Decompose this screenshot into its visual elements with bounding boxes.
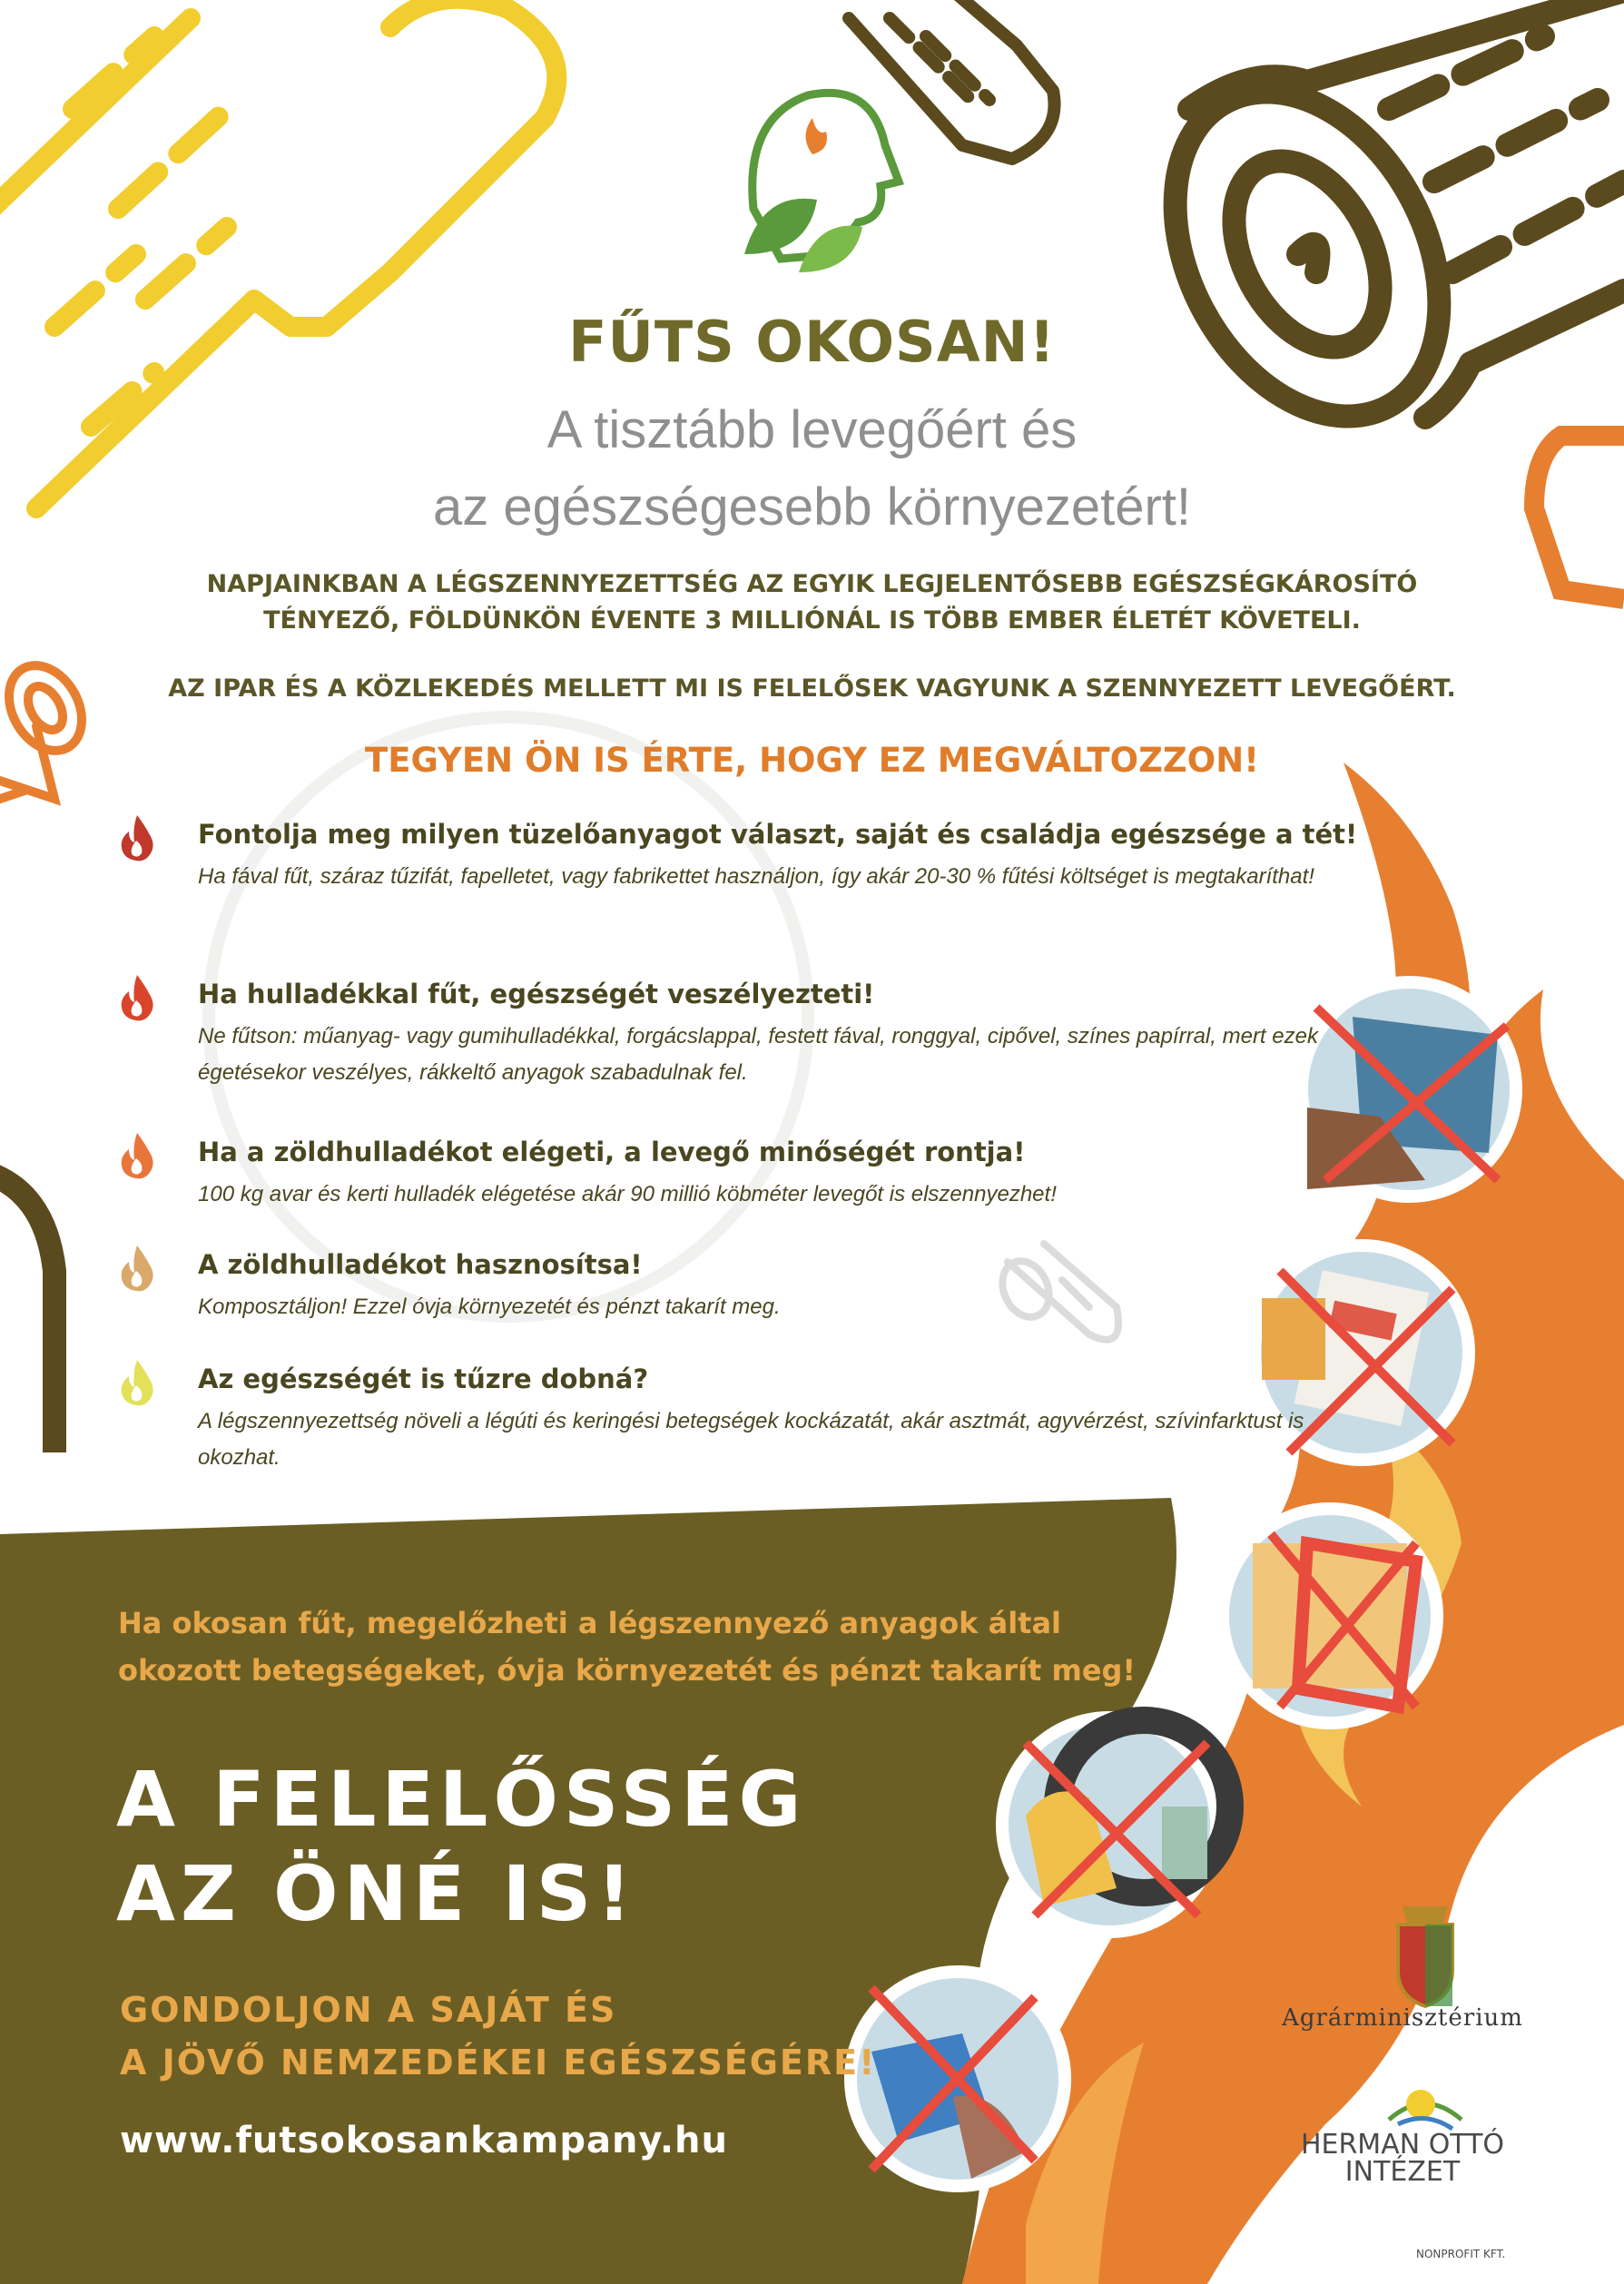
flame-icon (116, 1358, 158, 1407)
tip-heading: Ha a zöldhulladékot elégeti, a levegő minőségét rontja! (198, 1137, 1026, 1167)
flame-icon (116, 813, 158, 862)
flame-icon (116, 1244, 158, 1293)
head-logo-icon (744, 93, 899, 272)
big-log-icon (1122, 0, 1624, 462)
flame-icon (116, 1131, 158, 1180)
bottom-lead (118, 1600, 1225, 1694)
headline-line-1: A FELELŐSSÉG (116, 1755, 807, 1844)
bottom-lead-line-1: Ha okosan fűt, megelőzheti a légszennyező anyagok által (118, 1606, 1062, 1640)
intro-line-2: TÉNYEZŐ, FÖLDÜNKÖN ÉVENTE 3 MILLIÓNÁL IS TÖBB EMBER ÉLETÉT KÖVETELI. (263, 606, 1361, 635)
ministry-label: Agrárminisztérium (1282, 2004, 1523, 2032)
bottom-lead-line-2: okozott betegségeket, óvja környezetét és pénzt takarít meg! (118, 1653, 1137, 1688)
institute-line-1: HERMAN OTTÓ (1300, 2129, 1505, 2161)
cloth-crossed-icon (851, 1972, 1065, 2186)
tip-heading: Az egészségét is tűzre dobná? (198, 1364, 649, 1394)
website-link[interactable]: www.futsokosankampany.hu (120, 2120, 728, 2161)
tip-body: 100 kg avar és kerti hulladék elégetése akár 90 millió köbméter levegőt is elszennyezhet! (198, 1182, 1057, 1206)
tip-body: Ne fűtson: műanyag- vagy gumihulladékkal, forgácslappal, festett fával, ronggyal, cipővel, színes papírral, mert ezek égetésekor veszélyes, rákkeltő anyagok szabadulnak fel. (198, 1024, 1318, 1085)
future-generations-text (120, 1984, 876, 2089)
institute-logo-text (1289, 2131, 1516, 2186)
olive-curve (0, 1171, 54, 1452)
gold-line-2: A JÖVŐ NEMZEDÉKEI EGÉSZSÉGÉRE! (120, 2043, 877, 2082)
tip-body: Ha fával fűt, száraz tűzifát, fapelletet, vagy fabrikettet használjon, így akár 20-30 % fűtési költséget is megtakaríthat! (198, 864, 1314, 889)
tip-heading: Fontolja meg milyen tüzelőanyagot választ, saját és családja egészsége a tét! (198, 819, 1358, 850)
call-to-action: TEGYEN ÖN IS ÉRTE, HOGY EZ MEGVÁLTOZZON! (364, 741, 1260, 780)
intro-line-1: NAPJAINKBAN A LÉGSZENNYEZETTSÉG AZ EGYIK LEGJELENTŐSEBB EGÉSZSÉGKÁROSÍTÓ (206, 570, 1418, 598)
tip-heading: Ha hulladékkal fűt, egészségét veszélyezteti! (198, 979, 875, 1009)
tip-body: A légszennyezettség növeli a légúti és keringési betegségek kockázatát, akár asztmát, agyvérzést, szívinfarktust is okozhat. (198, 1409, 1304, 1470)
subtitle-line-2: az egészségesebb környezetért! (432, 477, 1192, 537)
subtitle-line-1: A tisztább levegőért és (546, 400, 1078, 459)
responsibility-headline (116, 1752, 806, 1941)
institute-suffix: NONPROFIT KFT. (1416, 2248, 1506, 2260)
institute-line-2: INTÉZET (1344, 2156, 1461, 2188)
headline-line-2: AZ ÖNÉ IS! (116, 1849, 637, 1938)
tip-body: Komposztáljon! Ezzel óvja környezetét és pénzt takarít meg. (198, 1295, 781, 1319)
wood-crossed-icon (1223, 1509, 1437, 1723)
page-title: FŰTS OKOSAN! (568, 309, 1056, 375)
gold-line-1: GONDOLJON A SAJÁT ÉS (120, 1990, 617, 2030)
intro-line-3: AZ IPAR ÉS A KÖZLEKEDÉS MELLETT MI IS FELELŐSEK VAGYUNK A SZENNYEZETT LEVEGŐÉRT. (168, 674, 1456, 703)
flame-icon (116, 973, 158, 1022)
tip-heading: A zöldhulladékot hasznosítsa! (198, 1249, 643, 1280)
